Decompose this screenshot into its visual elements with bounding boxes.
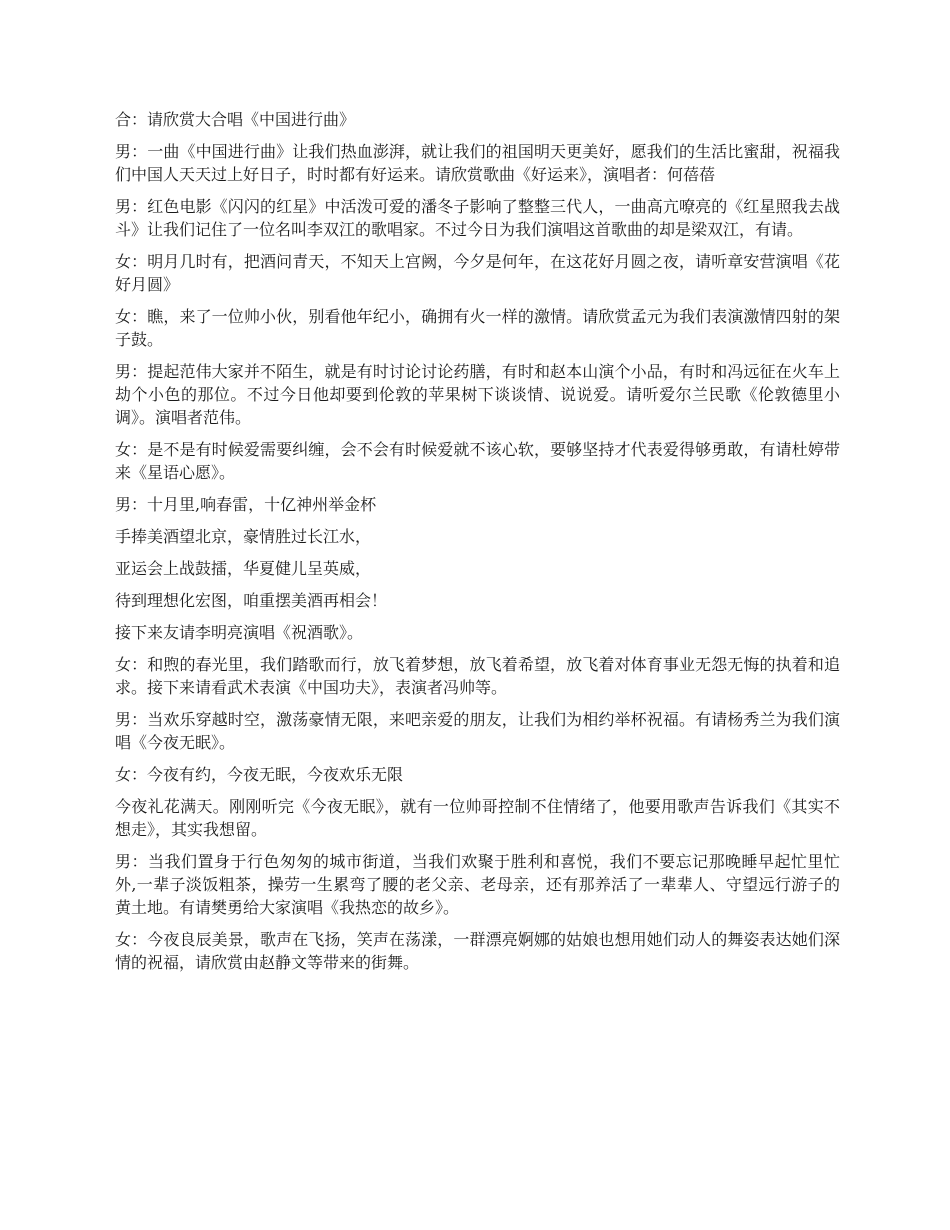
paragraph: 男：红色电影《闪闪的红星》中活泼可爱的潘冬子影响了整整三代人，一曲高亢嘹亮的《红星照我去战斗》让我们记住了一位名叫李双江的歌唱家。不过今日为我们演唱这首歌曲的却是梁双江，有请。	[115, 197, 840, 239]
paragraph: 女：和煦的春光里，我们踏歌而行，放飞着梦想，放飞着希望，放飞着对体育事业无怨无悔的执着和追求。接下来请看武术表演《中国功夫》，表演者冯帅等。	[115, 655, 840, 697]
paragraph: 手捧美酒望北京，豪情胜过长江水，	[115, 527, 372, 546]
paragraph: 女：明月几时有，把酒问青天，不知天上宫阙，今夕是何年，在这花好月圆之夜，请听章安营演唱《花好月圆》	[115, 252, 840, 294]
paragraph: 男：十月里,响春雷，十亿神州举金杯	[115, 495, 377, 514]
paragraph: 合：请欣赏大合唱《中国进行曲》	[115, 110, 356, 129]
paragraph: 女：今夜有约，今夜无眠，今夜欢乐无限	[115, 765, 404, 784]
paragraph: 今夜礼花满天。刚刚听完《今夜无眠》，就有一位帅哥控制不住情绪了，他要用歌声告诉我们《其实不想走》，其实我想留。	[115, 797, 840, 839]
paragraph: 男：一曲《中国进行曲》让我们热血澎湃，就让我们的祖国明天更美好，愿我们的生活比蜜甜，祝福我们中国人天天过上好日子，时时都有好运来。请欣赏歌曲《好运来》，演唱者：何蓓蓓	[115, 142, 840, 184]
paragraph: 男：当欢乐穿越时空，激荡豪情无限，来吧亲爱的朋友，让我们为相约举杯祝福。有请杨秀兰为我们演唱《今夜无眠》。	[115, 710, 840, 752]
paragraph: 男：提起范伟大家并不陌生，就是有时讨论讨论药膳，有时和赵本山演个小品，有时和冯远征在火车上劫个小色的那位。不过今日他却要到伦敦的苹果树下谈谈情、说说爱。请听爱尔兰民歌《伦敦德里小调》。演唱者范伟。	[115, 362, 840, 427]
paragraph: 女：瞧，来了一位帅小伙，别看他年纪小，确拥有火一样的激情。请欣赏孟元为我们表演激情四射的架子鼓。	[115, 307, 840, 349]
paragraph: 待到理想化宏图，咱重摆美酒再相会！	[115, 591, 388, 610]
paragraph: 男：当我们置身于行色匆匆的城市街道，当我们欢聚于胜利和喜悦，我们不要忘记那晚睡早起忙里忙外,一辈子淡饭粗茶，操劳一生累弯了腰的老父亲、老母亲，还有那养活了一辈辈人、守望远行游子的黄土地。有请樊勇给大家演唱《我热恋的故乡》。	[115, 852, 840, 917]
document-page	[115, 108, 840, 983]
paragraph: 女：今夜良辰美景，歌声在飞扬，笑声在荡漾，一群漂亮婀娜的姑娘也想用她们动人的舞姿表达她们深情的祝福，请欣赏由赵静文等带来的街舞。	[115, 930, 840, 972]
paragraph: 接下来友请李明亮演唱《祝酒歌》。	[115, 623, 364, 642]
paragraph: 亚运会上战鼓擂，华夏健儿呈英威，	[115, 559, 372, 578]
paragraph: 女：是不是有时候爱需要纠缠，会不会有时候爱就不该心软，要够坚持才代表爱得够勇敢，有请杜婷带来《星语心愿》。	[115, 440, 840, 482]
